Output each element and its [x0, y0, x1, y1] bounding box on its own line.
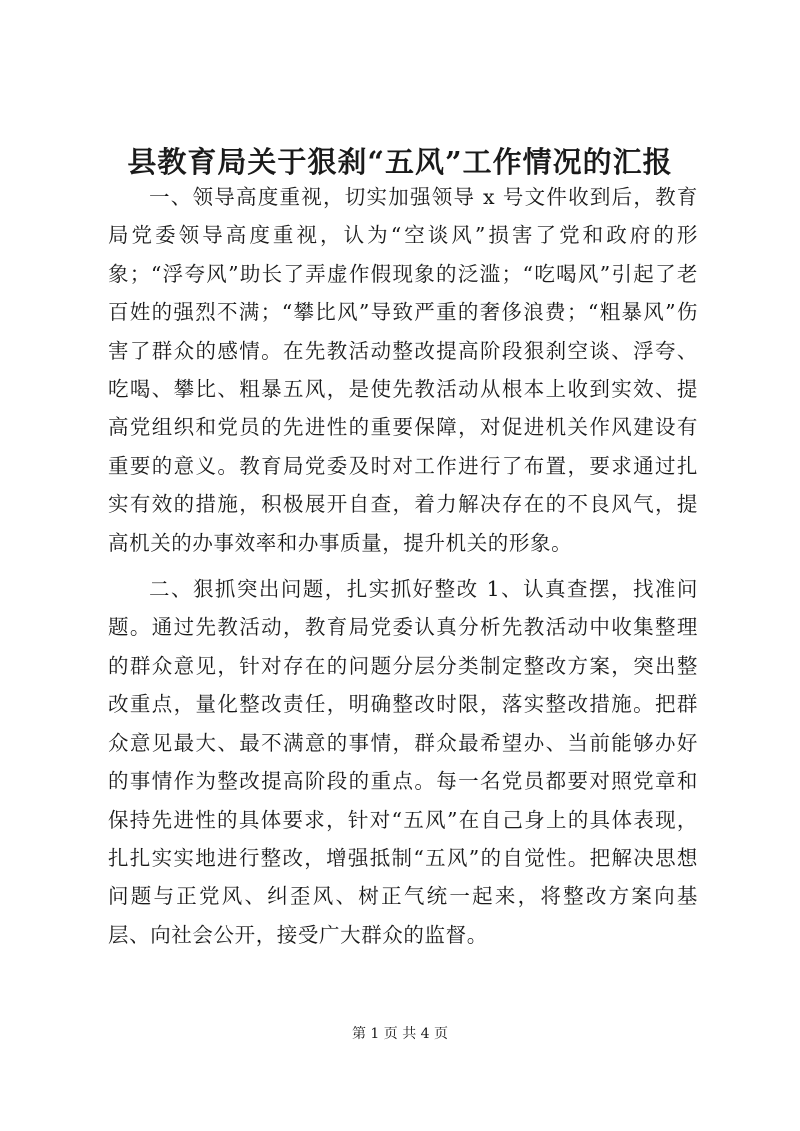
document-title: 县教育局关于狠刹“五风”工作情况的汇报	[127, 145, 673, 179]
paragraph-2: 二、狠抓突出问题，扎实抓好整改 1、认真查摆，找准问题。通过先教活动，教育局党委认真分析先教活动中收集整理的群众意见，针对存在的问题分层分类制定整改方案，突出整改重点，量化整改责任，明确整改时限，落实整改措施。把群众意见最大、最不满意的事情，群众最希望办、当前能够办好的事情作为整改提高阶段的重点。每一名党员都要对照党章和保持先进性的具体要求，针对“五风”在自己身上的具体表现，扎扎实实地进行整改，增强抵制“五风”的自觉性。把解决思想问题与正党风、纠歪风、树正气统一起来，将整改方案向基层、向社会公开，接受广大群众的监督。	[108, 577, 698, 947]
document-body	[108, 178, 698, 962]
paragraph-1: 一、领导高度重视，切实加强领导 x 号文件收到后，教育局党委领导高度重视，认为“空谈风”损害了党和政府的形象；“浮夸风”助长了弄虚作假现象的泛滥；“吃喝风”引起了老百姓的强烈不满；“攀比风”导致严重的奢侈浪费；“粗暴风”伤害了群众的感情。在先教活动整改提高阶段狠刹空谈、浮夸、吃喝、攀比、粗暴五风，是使先教活动从根本上收到实效、提高党组织和党员的先进性的重要保障，对促进机关作风建设有重要的意义。教育局党委及时对工作进行了布置，要求通过扎实有效的措施，积极展开自查，着力解决存在的不良风气，提高机关的办事效率和办事质量，提升机关的形象。	[108, 185, 698, 555]
page-footer: 第 1 页 共 4 页	[351, 1026, 449, 1042]
